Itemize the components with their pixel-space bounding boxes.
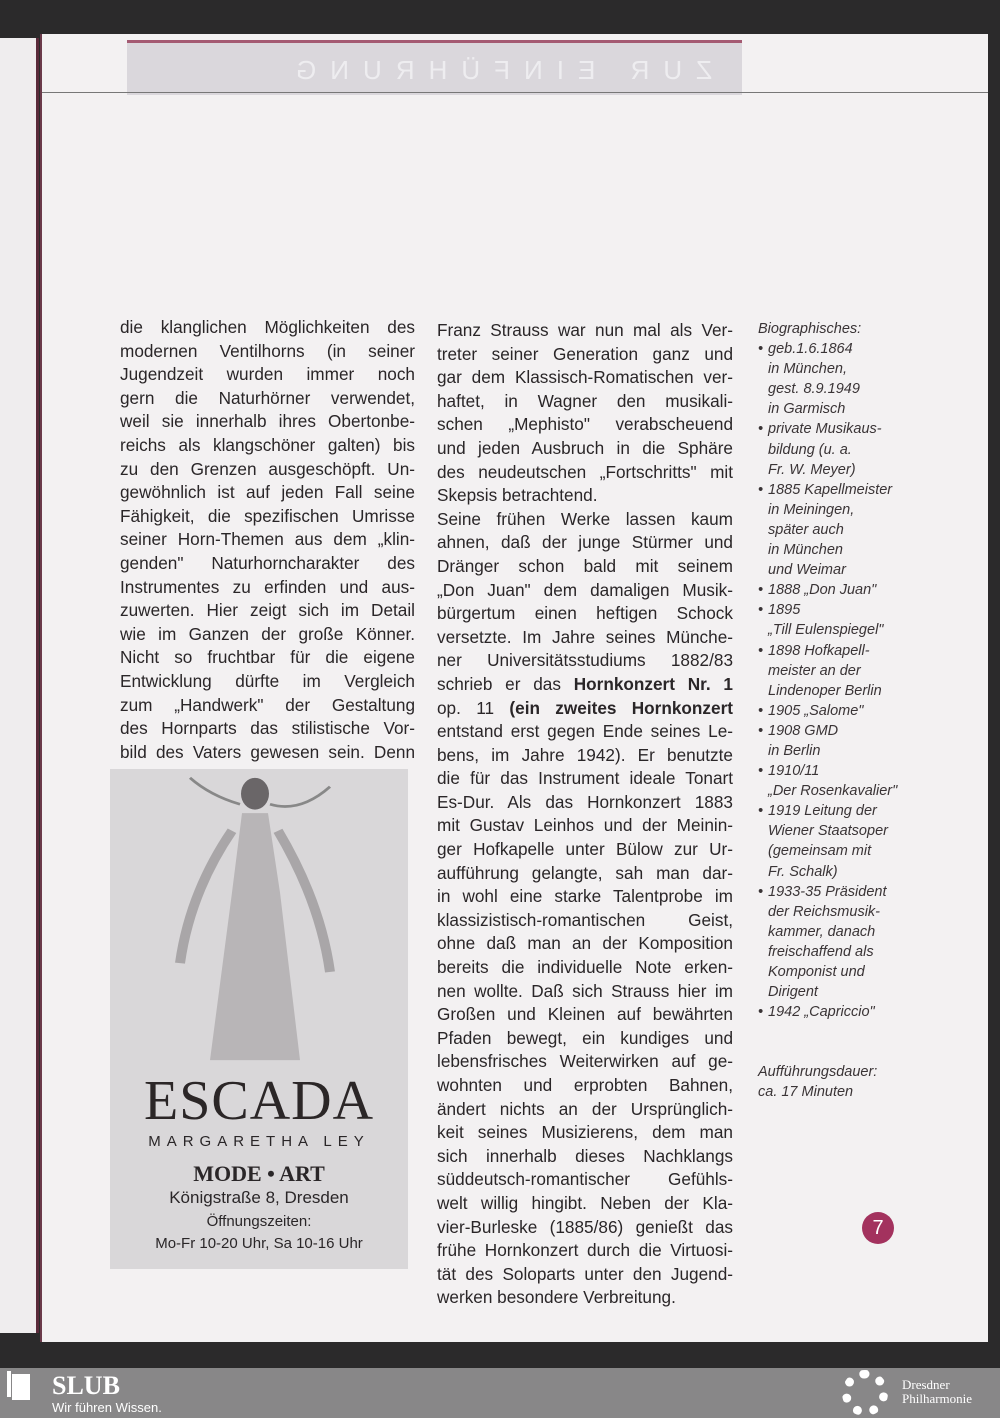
bio-item-line: und Weimar xyxy=(768,562,846,579)
bio-item xyxy=(758,580,928,600)
text-line: des neudeutschen „Fortschritts" mit xyxy=(437,461,733,482)
text-line: und jeden Ausbruch in die Sphäre xyxy=(437,437,733,458)
text-line: zuwerten. Hier zeigt sich im Detail xyxy=(120,600,415,621)
text-line: wie im Ganzen der große Könner. xyxy=(120,623,415,644)
text-line: bild des Vaters gewesen sein. Denn xyxy=(120,741,415,762)
bio-item-line: • 1905 „Salome" xyxy=(768,702,864,719)
text-line: modernen Ventilhorns (in seiner xyxy=(120,340,415,361)
text-line: werken besondere Verbreitung. xyxy=(437,1287,676,1308)
text-line: versetzte. Im Jahre seines Münche- xyxy=(437,626,733,647)
text-line: Instrumentes zu erfinden und aus- xyxy=(120,576,415,597)
text-line: des Hornparts das stilistische Vor- xyxy=(120,718,415,739)
text-line: op. 11 (ein zweites Hornkonzert xyxy=(437,697,733,718)
text-line: zum „Handwerk" der Gestaltung xyxy=(120,694,415,715)
escada-advertisement xyxy=(110,769,408,1269)
bio-item-line: • 1888 „Don Juan" xyxy=(768,582,877,599)
footer-bar xyxy=(0,1368,1000,1418)
bio-item-line: • 1942 „Capriccio" xyxy=(768,1004,875,1021)
duration-value: ca. 17 Minuten xyxy=(758,1084,854,1101)
text-line: Fähigkeit, die spezifischen Umrisse xyxy=(120,505,415,526)
text-line: Nicht so fruchtbar für die eigene xyxy=(120,647,415,668)
text-line: schen „Mephisto" verabscheuend xyxy=(437,414,733,435)
ad-hours-label: Öffnungszeiten: xyxy=(206,1213,312,1230)
bio-item-line: in Berlin xyxy=(768,742,821,759)
text-line: tät des Soloparts unter den Jugend- xyxy=(437,1263,733,1284)
text-line: keit seines Musizierens, dem man xyxy=(437,1122,733,1143)
partner-line-2: Philharmonie xyxy=(902,1391,973,1406)
text-line: ner Universitätsstudiums 1882/83 xyxy=(437,650,733,671)
bio-item-line: in München, xyxy=(768,361,847,378)
bio-item-line: in Garmisch xyxy=(768,401,846,418)
section-title: ZUR EINFÜHRUNG xyxy=(282,55,712,85)
ad-brand: ESCADA xyxy=(143,1070,375,1132)
text-line: klassizistisch-romantischen Geist, xyxy=(437,909,733,930)
philharmonie-sun-icon xyxy=(842,1370,888,1416)
bio-item-line: „Till Eulenspiegel" xyxy=(768,622,884,639)
bio-item-line: Wiener Staatsoper xyxy=(768,823,888,840)
model-photo xyxy=(170,769,340,1069)
text-line: die klanglichen Möglichkeiten des xyxy=(120,317,415,337)
bio-item-line: in Meiningen, xyxy=(768,501,855,518)
bio-item-line: • 1898 Hofkapell- xyxy=(768,642,870,659)
text-line: die für das Instrument ideale Tonart xyxy=(437,768,733,789)
ad-designer: MARGARETHA LEY xyxy=(148,1133,370,1150)
bio-item xyxy=(758,721,928,761)
bio-item-line: (gemeinsam mit xyxy=(768,843,872,860)
text-line: Dränger schon bald mit seinem xyxy=(437,555,733,576)
philharmonie-logo[interactable] xyxy=(902,1378,972,1406)
text-line: gewöhnlich ist auf jeden Fall seine xyxy=(120,482,415,503)
middle-column xyxy=(437,319,733,1310)
text-line: gern die Naturhörner verwendet, xyxy=(120,387,415,408)
text-line: welt willig hingibt. Neben der Kla- xyxy=(437,1192,733,1213)
text-line: süddeutsch-romantischer Gefühls- xyxy=(437,1169,733,1190)
bio-item-line: später auch xyxy=(768,521,844,538)
slub-logo[interactable]: SLUB xyxy=(52,1371,120,1400)
bio-item xyxy=(758,701,928,721)
section-header xyxy=(127,40,742,95)
text-line: Es-Dur. Als das Hornkonzert 1883 xyxy=(437,791,733,812)
bio-item-line: Dirigent xyxy=(768,984,818,1001)
text-line: Pfaden bewegt, ein kundiges und xyxy=(437,1027,733,1048)
text-line: aufführung gelangte, sah man dar- xyxy=(437,862,733,883)
text-line: bens, im Jahre 1942). Er benutzte xyxy=(437,744,733,765)
slub-book-icon xyxy=(12,1374,30,1400)
bio-item xyxy=(758,641,928,701)
text-line: in wohl eine starke Talentprobe im xyxy=(437,886,733,907)
text-line: Entwicklung dürfte im Vergleich xyxy=(120,670,415,691)
text-line: wohnten und erprobten Bahnen, xyxy=(437,1075,733,1095)
bio-item-line: meister an der xyxy=(768,662,861,679)
bio-item xyxy=(758,882,928,1003)
document-page xyxy=(40,34,988,1342)
bio-item-line: „Der Rosenkavalier" xyxy=(768,783,898,800)
text-line: Großen und Kleinen auf bewährten xyxy=(437,1004,733,1025)
bio-item-line: in München xyxy=(768,542,843,559)
text-line: frühe Hornkonzert durch die Virtuosi- xyxy=(437,1240,733,1261)
bio-item-line: • 1895 xyxy=(768,602,801,619)
text-line: Franz Strauss war nun mal als Ver- xyxy=(437,320,733,340)
bio-item-line: Fr. Schalk) xyxy=(768,863,838,880)
text-line: reichs als klangschöner galten) bis xyxy=(120,434,415,455)
text-line: ger Hofkapelle unter Bülow zur Ur- xyxy=(437,839,733,860)
bio-item xyxy=(758,419,928,479)
duration-label: Aufführungsdauer: xyxy=(758,1064,878,1081)
text-line: weil sie innerhalb ihres Obertonbe- xyxy=(120,411,415,432)
bio-item-line: • 1919 Leitung der xyxy=(768,803,877,820)
bio-item-line: Komponist und xyxy=(768,964,865,980)
facing-page-edge xyxy=(0,38,39,1333)
bio-item-line: • 1910/11 xyxy=(768,763,820,780)
bio-item-line: • 1933-35 Präsident xyxy=(768,883,887,900)
text-line: bürgertum einen heftigen Schock xyxy=(437,603,733,624)
bio-item xyxy=(758,339,928,419)
text-line: Skepsis betrachtend. xyxy=(437,485,598,506)
text-line: seiner Horn-Themen aus dem „klin- xyxy=(120,529,415,550)
slub-tagline: Wir führen Wissen. xyxy=(52,1400,162,1415)
ad-hours: Mo-Fr 10-20 Uhr, Sa 10-16 Uhr xyxy=(155,1235,363,1252)
bio-item-line: • 1885 Kapellmeister xyxy=(768,481,893,498)
bio-item-line: der Reichsmusik- xyxy=(768,903,880,920)
header-divider xyxy=(42,92,988,93)
text-line: vier-Burleske (1885/86) genießt das xyxy=(437,1216,733,1237)
text-line: zu den Grenzen ausgeschöpft. Un- xyxy=(120,458,415,479)
bio-item xyxy=(758,761,928,801)
text-line: bereits die individuelle Note erken- xyxy=(437,957,733,978)
text-line: genden" Naturhorncharakter des xyxy=(120,552,415,573)
bio-item-line: • 1908 GMD xyxy=(768,722,839,739)
page-number: 7 xyxy=(862,1212,894,1244)
bio-item-line: • private Musikaus- xyxy=(768,421,882,438)
text-line: ohne daß man an der Komposition xyxy=(437,933,733,954)
bio-item xyxy=(758,480,928,580)
text-line: Jugendzeit wurden immer noch xyxy=(120,364,415,385)
text-line: „Don Juan" dem damaligen Musik- xyxy=(437,579,733,600)
ad-address: Königstraße 8, Dresden xyxy=(169,1188,349,1207)
partner-line-1: Dresdner xyxy=(902,1377,950,1392)
bio-item-line: kammer, danach xyxy=(768,923,876,940)
bio-item-line: • geb.1.6.1864 xyxy=(768,341,853,358)
text-line: gar dem Klassisch-Romatischen ver- xyxy=(437,367,733,388)
text-line: sich innerhalb dieses Nachklangs xyxy=(437,1145,733,1166)
text-line: ändert nichts an der Ursprünglich- xyxy=(437,1098,733,1119)
ad-store-name: MODE • ART xyxy=(193,1161,325,1186)
left-column xyxy=(120,316,415,764)
text-line: ahnen, daß der junge Stürmer und xyxy=(437,532,733,553)
bio-item-line: bildung (u. a. xyxy=(768,441,852,458)
bio-item-line: Lindenoper Berlin xyxy=(768,682,882,699)
text-line: haftet, in Wagner den musikali- xyxy=(437,390,733,411)
bio-item xyxy=(758,801,928,881)
text-line: mit Gustav Leinhos und der Meinin- xyxy=(437,815,733,836)
text-line: entstand erst gegen Ende seines Le- xyxy=(437,721,733,742)
text-line: Seine frühen Werke lassen kaum xyxy=(437,508,733,529)
biography-sidebar xyxy=(758,319,928,1102)
text-line: treter seiner Generation ganz und xyxy=(437,343,733,364)
bio-item xyxy=(758,1002,928,1022)
sidebar-heading: Biographisches: xyxy=(758,321,862,337)
text-line: lebensfrisches Weiterwirken auf ge- xyxy=(437,1051,733,1072)
bio-item-line: Fr. W. Meyer) xyxy=(768,461,856,478)
bio-item-line: freischaffend als xyxy=(768,943,874,960)
text-line: nen wollte. Daß sich Strauss hier im xyxy=(437,980,733,1001)
text-line: schrieb er das Hornkonzert Nr. 1 xyxy=(437,673,733,694)
bio-item-line: gest. 8.9.1949 xyxy=(768,381,860,398)
bio-item xyxy=(758,600,928,640)
